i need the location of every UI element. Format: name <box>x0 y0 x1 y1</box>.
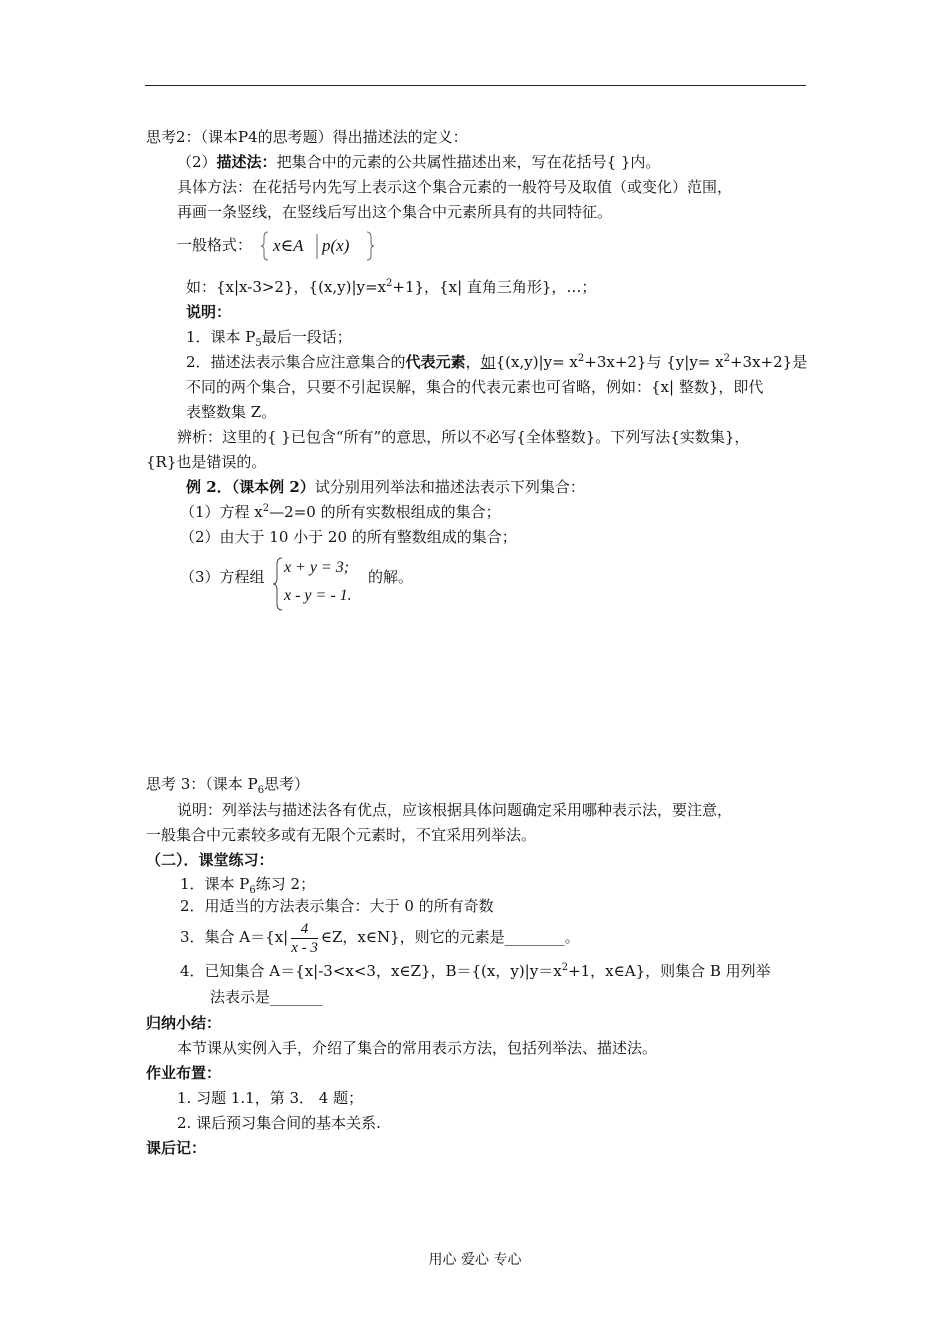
homework-title: 作业布置： <box>146 1064 222 1082</box>
page-footer: 用心 爱心 专心 <box>428 1252 522 1268</box>
example2-question-3-suffix: 的解。 <box>368 568 414 586</box>
note-2-line-3: 表整数集 Z。 <box>186 403 277 421</box>
equation-1: x + y = 3; <box>284 559 350 576</box>
distinguish-line-1: 辨析：这里的{ }已包含“所有”的意思，所以不必写{全体整数}。下列写法{实数集}， <box>177 428 750 446</box>
think2-examples: 如：{x|x-3>2}，$\{(x,y)|y=x^2+1\}$，{x| 直角三角形}，…； <box>186 278 597 296</box>
example2-question-3-label: （3）方程组 <box>180 568 265 586</box>
think3-note-line-2: 一般集合中元素较多或有无限个元素时，不宜采用列举法。 <box>146 826 537 844</box>
example2-question-2: （2）由大于 10 小于 20 的所有整数组成的集合； <box>180 528 517 546</box>
header-rule <box>145 85 806 86</box>
description-method-definition: （2）描述法：把集合中的元素的公共属性描述出来，写在花括号{ }内。 <box>177 153 661 171</box>
note-2-line-2: 不同的两个集合，只要不引起误解，集合的代表元素也可省略，例如：{x| 整数}，即代 <box>186 378 764 396</box>
practice-item-1: 1．课本 $P_6$练习 2； <box>180 875 316 896</box>
think2-title: 思考2：（课本P4的思考题）得出描述法的定义： <box>146 128 468 146</box>
think3-title: 思考 3：（课本 $P_6$思考） <box>146 775 310 796</box>
example2-title: 例 2．（课本例 2）试分别用列举法和描述法表示下列集合： <box>186 478 585 496</box>
system-brace <box>272 556 284 612</box>
formula-element: x∈A <box>273 236 304 255</box>
general-format-label: 一般格式： <box>177 236 253 254</box>
note-1: 1．课本 $P_5$最后一段话； <box>186 328 352 349</box>
notes-title: 说明： <box>186 303 232 321</box>
practice-item-3: 3．集合 A＝{x| $\frac{4}{x - 3}$ ∈Z，x∈N}，则它的元素是________。 <box>180 920 580 956</box>
practice-title: （二）．课堂练习： <box>146 851 274 869</box>
description-method-term: 描述法： <box>216 153 277 171</box>
homework-item-1: 1. 习题 1.1，第 3． 4 题； <box>177 1089 364 1107</box>
practice-item-2: 2．用适当的方法表示集合：大于 0 的所有奇数 <box>180 897 494 915</box>
example2-question-1: （1）方程 $x^2—2=0$ 的所有实数根组成的集合； <box>180 503 501 521</box>
representative-element-term: 代表元素 <box>405 353 466 371</box>
summary-title: 归纳小结： <box>146 1014 222 1032</box>
method-detail-line-2: 再画一条竖线，在竖线后写出这个集合中元素所具有的共同特征。 <box>177 203 613 221</box>
equation-2: x - y = - 1. <box>284 587 352 604</box>
fraction-4-over-x-minus-3: $\frac{4}{x - 3}$ <box>291 920 318 956</box>
formula-property: p(x) <box>322 236 350 255</box>
general-format-formula <box>260 229 375 263</box>
distinguish-line-2: {R}也是错误的。 <box>146 453 267 471</box>
homework-item-2: 2. 课后预习集合间的基本关系. <box>177 1114 381 1132</box>
summary-text: 本节课从实例入手，介绍了集合的常用表示方法，包括列举法、描述法。 <box>177 1039 658 1057</box>
equation-system <box>272 556 364 612</box>
practice-item-4-line-1: 4．已知集合 A＝{x|-3<x<3，x∈Z}，B＝{(x，$y)|y=x^2+1$，x∈A}，则集合 B 用列举 <box>180 962 771 980</box>
after-class-notes-title: 课后记： <box>146 1139 207 1157</box>
think3-note-line-1: 说明：列举法与描述法各有优点，应该根据具体问题确定采用哪种表示法，要注意， <box>177 801 733 819</box>
practice-item-4-line-2: 法表示是_______ <box>210 988 323 1006</box>
method-detail-line-1: 具体方法：在花括号内先写上表示这个集合元素的一般符号及取值（或变化）范围， <box>177 178 733 196</box>
note-2-line-1: 2．描述法表示集合应注意集合的代表元素，如$\{(x,y)|y= x^2+3x+2\}$与 $\{y|y= x^2+3x+2\}$是 <box>186 353 808 371</box>
